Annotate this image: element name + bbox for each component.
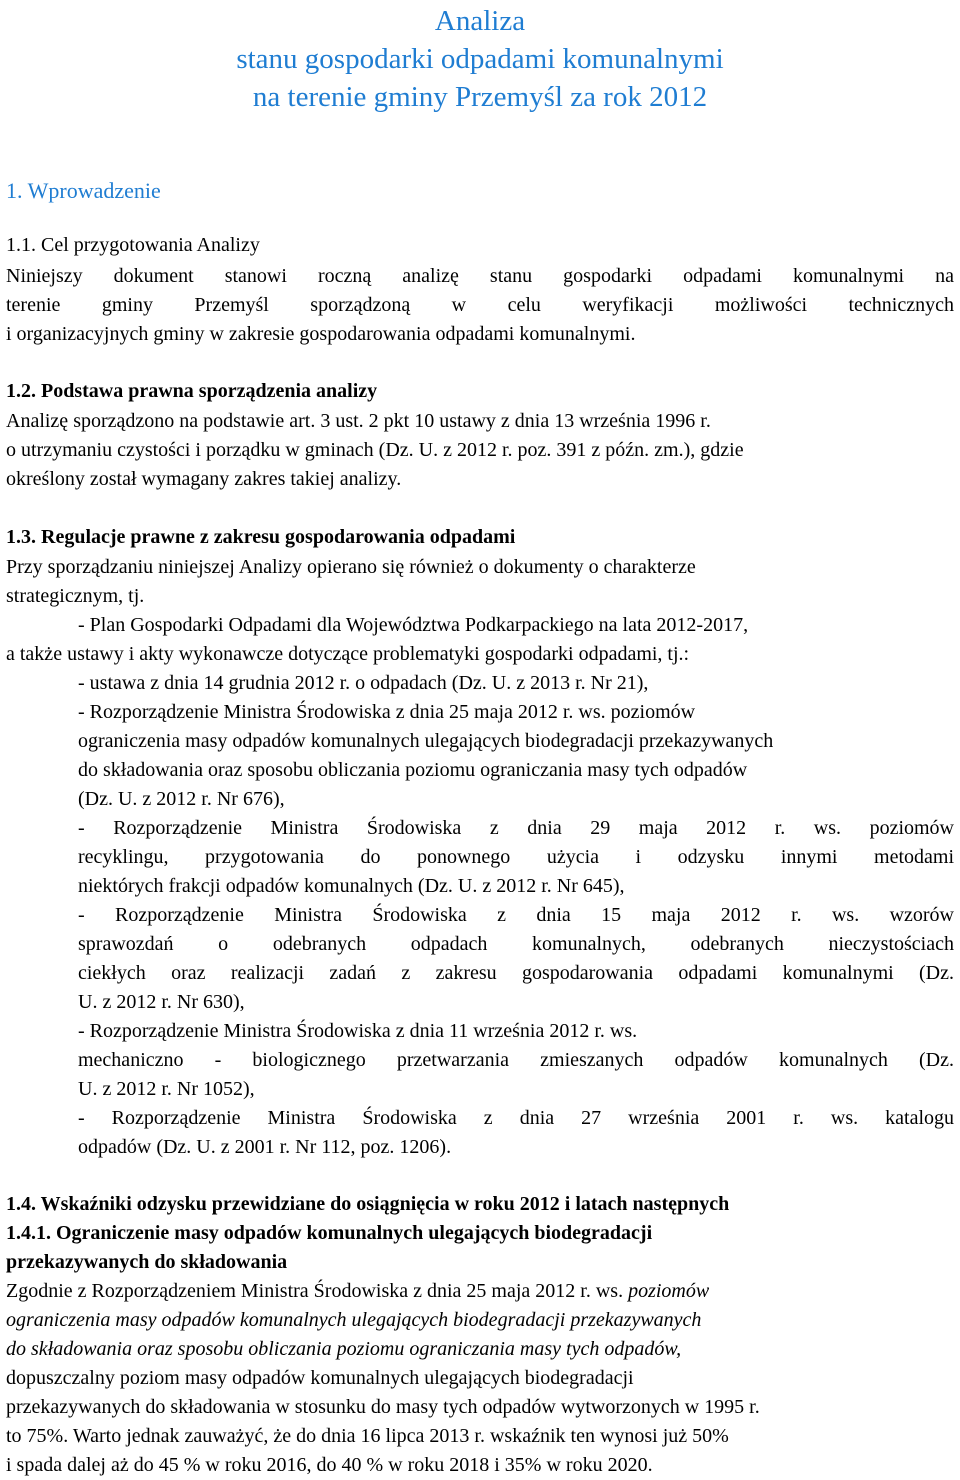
list-item: ograniczenia masy odpadów komunalnych ulegających biodegradacji przekazywanych <box>78 730 774 752</box>
document-title-line-3: na terenie gminy Przemyśl za rok 2012 <box>252 81 708 113</box>
paragraph-line <box>6 1277 954 1306</box>
regulation-reference: Zgodnie z Rozporządzeniem Ministra Środowiska z dnia 25 maja 2012 r. ws. <box>6 1280 629 1302</box>
list-item: - ustawa z dnia 14 grudnia 2012 r. o odpadach (Dz. U. z 2013 r. Nr 21), <box>78 672 649 694</box>
subsection-heading-biodegradable-limit: 1.4.1. Ograniczenie masy odpadów komunalnych ulegających biodegradacji <box>6 1222 653 1244</box>
paragraph-line: Przy sporządzaniu niniejszej Analizy opierano się również o dokumenty o charakterze <box>6 556 696 578</box>
list-item: - Rozporządzenie Ministra Środowiska z dnia 15 maja 2012 r. ws. wzorów <box>78 904 954 926</box>
list-item: - Rozporządzenie Ministra Środowiska z dnia 27 września 2001 r. ws. katalogu <box>78 1107 954 1129</box>
paragraph-line: o utrzymaniu czystości i porządku w gminach (Dz. U. z 2012 r. poz. 391 z późn. zm.), gdzie <box>6 439 744 461</box>
subsection-heading-legal-basis: 1.2. Podstawa prawna sporządzenia analizy <box>6 380 378 402</box>
list-item: U. z 2012 r. Nr 1052), <box>78 1078 255 1100</box>
paragraph-line: i spada dalej aż do 45 % w roku 2016, do 40 % w roku 2018 i 35% w roku 2020. <box>6 1454 653 1476</box>
paragraph-line: przekazywanych do składowania w stosunku do masy tych odpadów wytworzonych w 1995 r. <box>6 1396 760 1418</box>
document-title-line-1: Analiza <box>434 5 526 37</box>
list-item: mechaniczno - biologicznego przetwarzania zmieszanych odpadów komunalnych (Dz. <box>78 1049 954 1071</box>
list-item: recyklingu, przygotowania do ponownego użycia i odzysku innymi metodami <box>78 846 954 868</box>
regulation-title-italic: do składowania oraz sposobu obliczania poziomu ograniczania masy tych odpadów, <box>6 1338 682 1360</box>
regulation-title-italic: ograniczenia masy odpadów komunalnych ulegających biodegradacji przekazywanych <box>6 1309 702 1331</box>
paragraph-line: Analizę sporządzono na podstawie art. 3 ust. 2 pkt 10 ustawy z dnia 13 września 1996 r. <box>6 410 711 432</box>
paragraph-line: dopuszczalny poziom masy odpadów komunalnych ulegających biodegradacji <box>6 1367 634 1389</box>
list-item: niektórych frakcji odpadów komunalnych (Dz. U. z 2012 r. Nr 645), <box>78 875 625 897</box>
list-item: - Plan Gospodarki Odpadami dla Województwa Podkarpackiego na lata 2012-2017, <box>78 614 749 636</box>
paragraph-line: i organizacyjnych gminy w zakresie gospodarowania odpadami komunalnymi. <box>6 323 636 345</box>
list-item: - Rozporządzenie Ministra Środowiska z dnia 29 maja 2012 r. ws. poziomów <box>78 817 954 839</box>
subsection-heading-biodegradable-limit-cont: przekazywanych do składowania <box>6 1251 288 1273</box>
subsection-heading-purpose: 1.1. Cel przygotowania Analizy <box>6 234 260 256</box>
paragraph-line: a także ustawy i akty wykonawcze dotyczące problematyki gospodarki odpadami, tj.: <box>6 643 690 665</box>
paragraph-line: strategicznym, tj. <box>6 585 145 607</box>
subsection-heading-recovery-indicators: 1.4. Wskaźniki odzysku przewidziane do osiągnięcia w roku 2012 i latach następnych <box>6 1193 730 1215</box>
list-item: (Dz. U. z 2012 r. Nr 676), <box>78 788 285 810</box>
list-item: - Rozporządzenie Ministra Środowiska z dnia 11 września 2012 r. ws. <box>78 1020 638 1042</box>
list-item: sprawozdań o odebranych odpadach komunalnych, odebranych nieczystościach <box>78 933 954 955</box>
list-item: ciekłych oraz realizacji zadań z zakresu gospodarowania odpadami komunalnymi (Dz. <box>78 962 954 984</box>
list-item: do składowania oraz sposobu obliczania poziomu ograniczania masy tych odpadów <box>78 759 748 781</box>
list-item: - Rozporządzenie Ministra Środowiska z dnia 25 maja 2012 r. ws. poziomów <box>78 701 696 723</box>
subsection-heading-regulations: 1.3. Regulacje prawne z zakresu gospodarowania odpadami <box>6 526 516 548</box>
document-title-line-2: stanu gospodarki odpadami komunalnymi <box>236 43 724 75</box>
list-item: U. z 2012 r. Nr 630), <box>78 991 245 1013</box>
section-heading-introduction: 1. Wprowadzenie <box>6 178 161 203</box>
paragraph-line: terenie gminy Przemyśl sporządzoną w celu weryfikacji możliwości technicznych <box>6 294 954 316</box>
paragraph-line: to 75%. Warto jednak zauważyć, że do dnia 16 lipca 2013 r. wskaźnik ten wynosi już 50% <box>6 1425 729 1447</box>
paragraph-line: Niniejszy dokument stanowi roczną analizę stanu gospodarki odpadami komunalnymi na <box>6 265 954 287</box>
regulation-title-italic: poziomów <box>628 1280 710 1302</box>
list-item: odpadów (Dz. U. z 2001 r. Nr 112, poz. 1206). <box>78 1136 452 1158</box>
paragraph-line: określony został wymagany zakres takiej analizy. <box>6 468 402 490</box>
